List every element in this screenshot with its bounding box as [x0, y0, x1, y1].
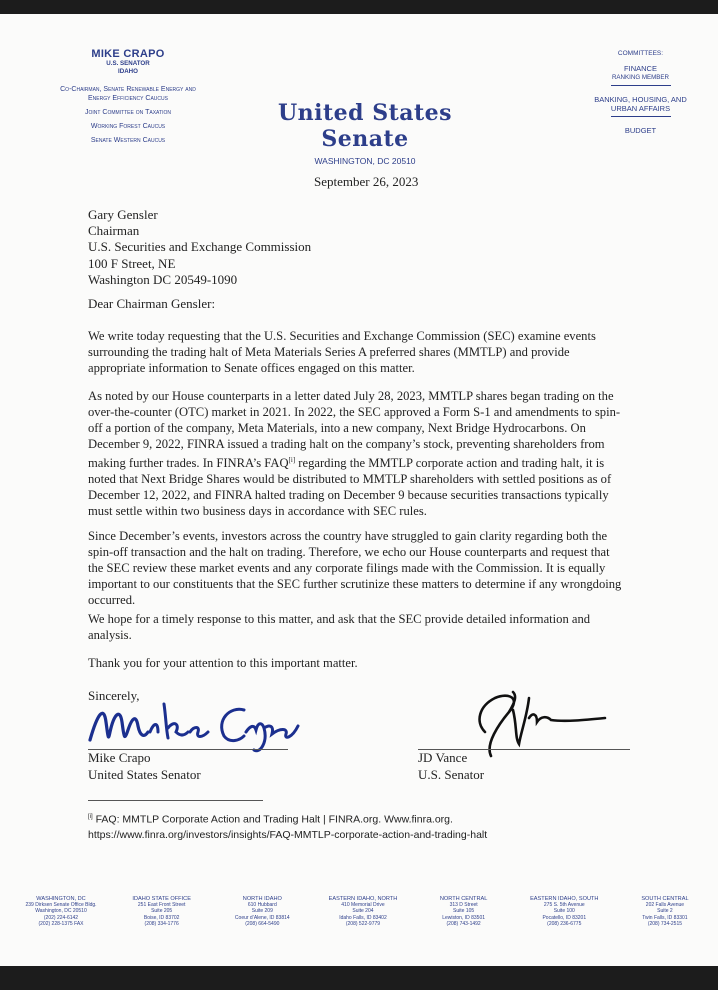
- paragraph-line: analysis.: [88, 628, 132, 642]
- paragraph-line: noted that Next Bridge Shares would be distributed to MMTLP shareholders with settled positions as of: [88, 472, 612, 487]
- caucus-item: Co-Chairman, Senate Renewable Energy and: [60, 86, 196, 93]
- letter-page: [0, 14, 718, 966]
- divider: [611, 85, 671, 86]
- office-line: 202 Falls Avenue: [645, 902, 685, 909]
- committee-budget-name: BUDGET: [624, 126, 657, 135]
- recipient-org: U.S. Securities and Exchange Commission: [88, 239, 312, 255]
- office-line: Suite 205: [151, 908, 173, 915]
- paragraph-line: the SEC review these market events and any corporate filings made with the Commission. It is equally: [88, 561, 606, 575]
- paragraph-text: regarding the MMTLP corporate action and trading halt, it is: [295, 456, 605, 471]
- office-title: SOUTH CENTRAL: [641, 896, 689, 902]
- recipient-name: Gary Gensler: [88, 207, 158, 222]
- senator-state: IDAHO: [118, 68, 138, 75]
- office-line: 275 S. 5th Avenue: [543, 902, 585, 909]
- signer-title: U.S. Senator: [418, 766, 485, 782]
- office-washington: [18, 896, 104, 927]
- office-idaho-state: [119, 896, 205, 927]
- paragraph-line: important to our constituents that the SEC further scrutinize these matters to determine if any wrongdoing: [88, 577, 622, 591]
- paragraph-line: We write today requesting that the U.S. Securities and Exchange Commission (SEC) examine events: [88, 329, 596, 343]
- office-line: (208) 522-9779: [345, 920, 381, 927]
- paragraph-line: spin-off transaction and the halt on trading. Therefore, we echo our House counterparts and request that: [88, 545, 610, 559]
- recipient-street: 100 F Street, NE: [88, 255, 176, 271]
- office-line: Boise, ID 83702: [143, 914, 180, 921]
- paragraph-line: Thank you for your attention to this important matter.: [88, 656, 358, 670]
- office-title: EASTERN IDAHO, SOUTH: [530, 896, 599, 902]
- committee-banking-line2: URBAN AFFAIRS: [610, 103, 671, 113]
- office-eastern-south: [521, 896, 607, 927]
- caucus-item: Energy Efficiency Caucus: [88, 95, 168, 102]
- recipient-address: [88, 207, 311, 288]
- office-line: (208) 334-1776: [144, 920, 179, 927]
- committee-finance-name: FINANCE: [624, 64, 657, 73]
- paragraph-4: [88, 611, 633, 643]
- office-addresses: [18, 896, 708, 927]
- signer-name: JD Vance: [418, 750, 468, 765]
- office-line: Washington, DC 20510: [35, 908, 87, 915]
- divider: [611, 116, 671, 117]
- signer-vance: [418, 750, 484, 783]
- office-north-idaho: [219, 896, 305, 927]
- paragraph-line: over-the-counter (OTC) market in 2021. In 2022, the SEC approved a Form S-1 and amendments to spin-: [88, 405, 621, 419]
- letterhead-left: [18, 48, 238, 145]
- footnote-divider: [88, 800, 263, 801]
- paragraph-line: December 9, 2022, FINRA issued a trading halt on the company’s stock, preventing shareholders from: [88, 437, 605, 451]
- paragraph-line: We hope for a timely response to this matter, and ask that the SEC provide detailed information and: [88, 612, 591, 626]
- office-eastern-north: [320, 896, 406, 927]
- paragraph-5: [88, 655, 633, 671]
- paragraph-line: appropriate information to Senate offices engaged on this matter.: [88, 361, 415, 375]
- office-title: IDAHO STATE OFFICE: [132, 896, 191, 902]
- paragraph-line: [88, 452, 633, 471]
- senate-city: WASHINGTON, DC 20510: [314, 156, 416, 166]
- committee-banking: [578, 96, 703, 117]
- office-title: NORTH IDAHO: [242, 896, 282, 902]
- paragraph-2: [88, 388, 633, 519]
- office-line: (202) 228-1375 FAX: [38, 920, 84, 927]
- caucus-item: Working Forest Caucus: [90, 123, 166, 130]
- recipient-city: Washington DC 20549-1090: [88, 271, 238, 287]
- office-line: (202) 224-6142: [43, 914, 79, 921]
- office-line: Suite 204: [352, 908, 374, 915]
- footnote-marker: [i]: [88, 814, 93, 820]
- office-line: (208) 236-6775: [547, 920, 582, 927]
- office-title: EASTERN IDAHO, NORTH: [328, 896, 398, 902]
- paragraph-line: As noted by our House counterparts in a letter dated July 28, 2023, MMTLP shares began trading on the: [88, 389, 614, 403]
- office-line: Idaho Falls, ID 83402: [339, 914, 387, 921]
- office-line: (208) 664-5490: [245, 920, 280, 927]
- office-line: (208) 743-1492: [446, 920, 481, 927]
- committee-budget: [578, 127, 703, 136]
- office-title: WASHINGTON, DC: [36, 896, 86, 902]
- paragraph-line: must settle within two business days in accordance with SEC rules.: [88, 504, 427, 519]
- office-line: 313 D Street: [449, 902, 478, 909]
- office-line: Suite 2: [657, 908, 673, 915]
- salutation: Dear Chairman Gensler:: [88, 296, 216, 311]
- office-line: 239 Dirksen Senate Office Bldg.: [25, 902, 97, 909]
- recipient-title: Chairman: [88, 223, 140, 239]
- paragraph-line: off a portion of the company, Meta Materials, into a new company, Next Bridge Hydrocarbons. On: [88, 421, 586, 435]
- footnote-url: https://www.finra.org/investors/insights/FAQ-MMTLP-corporate-action-and-trading-halt: [88, 828, 488, 841]
- paragraph-1: [88, 328, 633, 376]
- caucus-item: Joint Committee on Taxation: [85, 109, 171, 116]
- signer-name: Mike Crapo: [88, 750, 151, 765]
- caucus-item: Senate Western Caucus: [90, 137, 166, 144]
- signer-crapo: [88, 750, 201, 783]
- paragraph-line: Since December’s events, investors across the country have struggled to gain clarity regarding both the: [88, 529, 608, 543]
- paragraph-line: surrounding the trading halt of Meta Materials Series A preferred shares (MMTLP) and provide: [88, 345, 570, 359]
- letterhead-center: [250, 100, 480, 166]
- closing: Sincerely,: [88, 688, 140, 703]
- office-south-central: [622, 896, 708, 927]
- footnote-line: [88, 810, 487, 828]
- office-line: 410 Memorial Drive: [341, 902, 385, 909]
- committee-finance-role: RANKING MEMBER: [611, 73, 670, 81]
- office-line: Suite 100: [553, 908, 575, 915]
- office-line: (208) 734-2515: [647, 920, 683, 927]
- office-line: Lewiston, ID 83501: [442, 914, 486, 921]
- footnote-text: FAQ: MMTLP Corporate Action and Trading Halt | FINRA.org. Www.finra.org.: [92, 813, 453, 826]
- paragraph-line: occurred.: [88, 593, 136, 607]
- office-line: Twin Falls, ID 83301: [642, 914, 688, 921]
- footnote-marker: [i]: [288, 456, 296, 464]
- senate-title: United States Senate: [277, 100, 453, 152]
- office-line: Suite 209: [251, 908, 273, 915]
- paragraph-3: [88, 528, 633, 608]
- paragraph-text: making further trades. In FINRA’s FAQ: [88, 456, 289, 471]
- paragraph-line: December 12, 2022, and FINRA halted trading on December 9 because securities transactions typically: [88, 488, 609, 503]
- committee-banking-line1: BANKING, HOUSING, AND: [594, 95, 687, 104]
- committee-finance: [578, 65, 703, 86]
- committees-label: COMMITTEES:: [617, 50, 664, 57]
- office-line: Pocatello, ID 83201: [542, 914, 587, 921]
- committees-block: [578, 50, 703, 136]
- senator-name: MIKE CRAPO: [91, 48, 165, 60]
- senator-title: U.S. SENATOR: [106, 60, 150, 67]
- office-line: Suite 105: [453, 908, 475, 915]
- office-line: Coeur d’Alene, ID 83814: [234, 914, 290, 921]
- footnote: [88, 810, 487, 843]
- office-line: 251 East Front Street: [137, 902, 186, 909]
- office-line: 610 Hubbard: [247, 902, 277, 909]
- letter-date: September 26, 2023: [314, 174, 419, 189]
- office-title: NORTH CENTRAL: [439, 896, 488, 902]
- signer-title: United States Senator: [88, 766, 201, 782]
- office-north-central: [421, 896, 507, 927]
